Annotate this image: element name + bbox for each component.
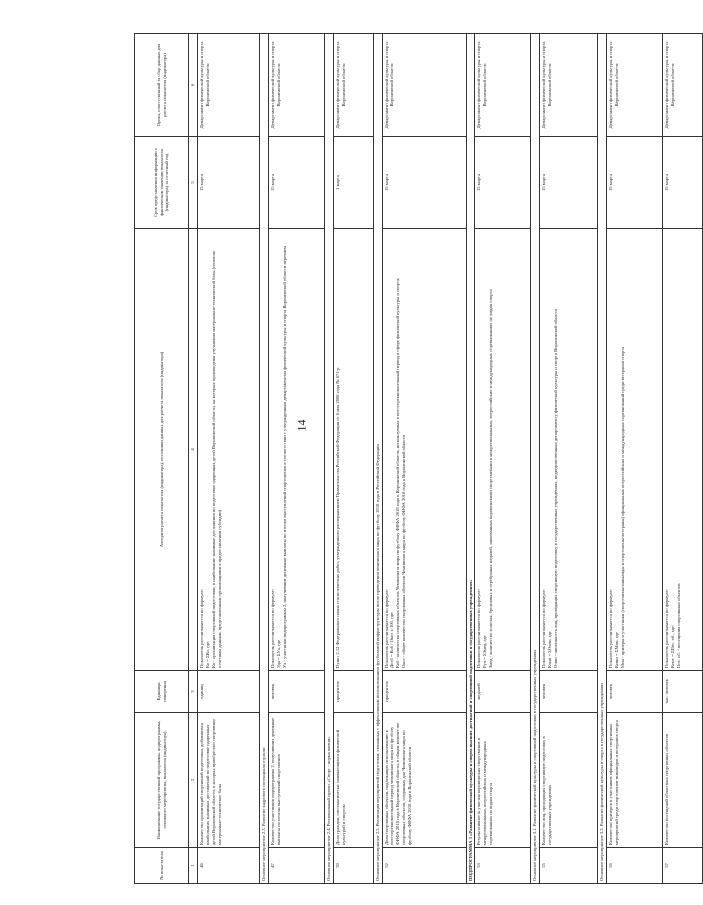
indicator-deadline: 15 марта bbox=[475, 137, 531, 229]
algorithm-line: Кчпп = ΣОчпп, где bbox=[547, 631, 553, 668]
section-title: Основное мероприятие 3.1. Развитие физической культуры и спортивной подготовки в государственных учреждениях bbox=[531, 34, 540, 884]
indicator-algorithm bbox=[540, 229, 598, 671]
indicator-unit: процентов bbox=[333, 671, 373, 713]
section-row bbox=[373, 34, 382, 884]
column-number: 5 bbox=[189, 137, 198, 229]
indicator-responsible-org: Департамент физической культуры и спорта Воронежской области bbox=[382, 34, 466, 137]
algorithm-line: Показатель рассчитывается по формуле: bbox=[664, 589, 670, 668]
algorithm-line: Змед - количество золотых, бронзовых и серебряных медалей, завоеванных воронежскими спортсменами в межрегиональных, всероссийских и международных соревнованиях по видам спорта bbox=[488, 289, 494, 668]
indicator-deadline: 15 марта bbox=[607, 137, 663, 229]
indicator-unit: медалей bbox=[475, 671, 531, 713]
section-title: Основное мероприятие 2.3. Развитие кадрового потенциала отрасли bbox=[259, 34, 268, 884]
page-number: 14 bbox=[294, 419, 309, 432]
algorithm-line: Окоэ - общее количество спортивных объектов Чемпионата мира по футболу ФИФА 2018 года в Воронежской области bbox=[401, 435, 407, 668]
indicator-unit: человек bbox=[268, 671, 324, 713]
indicator-name: Количество призеров и участников официальных спортивных мероприятий среди спортсменов-инвалидов и ветеранов спорта bbox=[607, 713, 663, 848]
indicator-name: Количество участников подпрограммы 2, получивших денежные выплаты по итогам выступлений спортсменов bbox=[268, 713, 324, 848]
indicator-number: 55 bbox=[540, 848, 598, 884]
table-header-row bbox=[135, 34, 189, 884]
section-title: Основное мероприятие 3.2. Развитие физической культуры и спорта в государственных учреждениях bbox=[598, 34, 607, 884]
table-body bbox=[197, 34, 702, 884]
subprogram-title: ПОДПРОГРАММА 3 «Развитие физической культуры и спорта высших достижений и спортивной подготовки в государственных учреждениях» bbox=[466, 34, 475, 884]
indicator-unit: человек bbox=[607, 671, 663, 713]
indicator-name: Количество посещений областных спортивных объектов bbox=[663, 713, 703, 848]
indicator-algorithm bbox=[607, 229, 663, 671]
indicator-name: Доля спортивных объектов, подлежащих использованию в постсоревновательный период чемпионата мира по футболу ФИФА 2018 года в Воронежской области, в общем количестве спортивных объектов, созданных для Чемпионата мира по футболу ФИФА 2018 года в Воронежской области bbox=[382, 713, 466, 848]
algorithm-line: Мпн - призеры и участники (спортсмены-инвалиды и спортсмены-ветераны) официальных всероссийских и международных соревнований среди ветеранов спорта bbox=[619, 346, 625, 668]
indicator-algorithm bbox=[382, 229, 466, 671]
algorithm-line: Пос. об. - посещения спортивных объектов bbox=[675, 583, 681, 668]
algorithm-line: Коб - количество спортивных объектов Чемпионата мира по футболу ФИФА 2018 года в Воронежской области, используемых в постсоревновательный период в сфере физической культуры и спорта; bbox=[395, 277, 401, 668]
indicator-deadline: 15 марта bbox=[663, 137, 703, 229]
indicator-number: 50 bbox=[333, 848, 373, 884]
section-row bbox=[259, 34, 268, 884]
algorithm-line: Показатель рассчитывается по формуле: bbox=[476, 589, 482, 668]
indicator-responsible-org: Департамент физической культуры и спорта Воронежской области bbox=[663, 34, 703, 137]
indicator-algorithm bbox=[268, 229, 324, 671]
table-row bbox=[268, 34, 324, 884]
algorithm-line: Очпп - численность лиц, проходящих спортивную подготовку в государственных учреждениях, подведомственных департаменту физической культуры и спорта Воронежской области bbox=[553, 309, 558, 668]
indicator-name: Доля граждан, систематически занимающихся физической культурой и спортом bbox=[333, 713, 373, 848]
indicator-algorithm bbox=[663, 229, 703, 671]
table-row bbox=[607, 34, 663, 884]
indicator-deadline: 15 марта bbox=[197, 137, 259, 229]
table-row bbox=[663, 34, 703, 884]
section-title: Основное мероприятие 2.4. Региональный проект «Спорт - норма жизни» bbox=[324, 34, 333, 884]
algorithm-line: Уа - участники подпрограммы 2, получившие денежные выплаты по итогам выступлений спортсменов в соответствии с утвержденным департаментом физической культуры и спорта Воронежской области перечнем bbox=[281, 246, 287, 668]
rotated-page-content bbox=[134, 34, 681, 884]
indicator-number: 52 bbox=[382, 848, 466, 884]
indicator-unit: человек bbox=[540, 671, 598, 713]
indicator-name: Количество организаций спортивной подготовки, добившихся наибольших значимых достижений по подготовке одаренных детей Воронежской области, в которых приобретено спортивное материально-техническое базы bbox=[197, 713, 259, 848]
indicator-responsible-org: Департамент физической культуры и спорта Воронежской области bbox=[197, 34, 259, 137]
section-row bbox=[598, 34, 607, 884]
column-number: 2 bbox=[189, 713, 198, 848]
indicator-algorithm bbox=[197, 229, 259, 671]
table-row bbox=[382, 34, 466, 884]
algorithm-line: Кпос = ΣПос. об., где: bbox=[670, 625, 675, 668]
indicator-algorithm bbox=[475, 229, 531, 671]
header-cell: Алгоритм расчета показателя (индикатора), источники данных для расчета показателя (индикатора) bbox=[135, 229, 189, 671]
table-row bbox=[333, 34, 373, 884]
indicator-responsible-org: Департамент физической культуры и спорта Воронежской области bbox=[607, 34, 663, 137]
table-row bbox=[197, 34, 259, 884]
section-row bbox=[324, 34, 333, 884]
indicator-name: Результативность участия воронежских спортсменов в межрегиональных, всероссийских и международных соревнованиях по видам спорта bbox=[475, 713, 531, 848]
indicator-number: 47 bbox=[268, 848, 324, 884]
table-row bbox=[540, 34, 598, 884]
indicator-unit: единиц bbox=[197, 671, 259, 713]
indicator-name: Количество лиц, проходящих спортивную подготовку в государственных учреждениях bbox=[540, 713, 598, 848]
algorithm-line: Уда = ΣУа, где bbox=[275, 639, 281, 668]
algorithm-line: Показатель рассчитывается по формуле: bbox=[269, 589, 275, 668]
column-number: 1 bbox=[189, 848, 198, 884]
algorithm-line: Пункт 2.12 Федерального плана статистических работ, утвержденного распоряжением Правительства Российской Федерации от 6 мая 2008 года № 671-р bbox=[334, 367, 340, 668]
header-cell: Срок представления информации о фактическом значении показателя (индикатора) за отчетный год bbox=[135, 137, 189, 229]
column-number: 6 bbox=[189, 34, 198, 137]
indicator-responsible-org: Департамент физической культуры и спорта Воронежской области bbox=[475, 34, 531, 137]
indicator-number: 46 bbox=[197, 848, 259, 884]
indicator-responsible-org: Департамент физической культуры и спорта Воронежской области bbox=[540, 34, 598, 137]
algorithm-line: Показатель рассчитывается по формуле: bbox=[383, 589, 389, 668]
indicator-deadline: 15 марта bbox=[540, 137, 598, 229]
algorithm-line: Доэб = Коб / Окоэ х 100, где: bbox=[389, 611, 395, 668]
indicator-unit: процентов bbox=[382, 671, 466, 713]
algorithm-line: Ко - организация спортивной подготовки, в наибольшие значимые достижения по подготовке одаренных детей Воронежской области, на которых произведены улучшения материально-технической базы (согласно отчетным данным, представленным организациями в предоставлении субсидии) bbox=[210, 250, 222, 668]
header-cell: Наименование государственной программы, подпрограммы, основного мероприятия, показателя (индикатора) bbox=[135, 713, 189, 848]
indicator-number: 56 bbox=[607, 848, 663, 884]
header-cell: Единицы измерения bbox=[135, 671, 189, 713]
indicator-deadline: 15 марта bbox=[382, 137, 466, 229]
indicator-unit: тыс. человек bbox=[663, 671, 703, 713]
subprogram-row bbox=[466, 34, 475, 884]
algorithm-line: Показатель рассчитывается по формуле: bbox=[541, 589, 547, 668]
indicator-number: 57 bbox=[663, 848, 703, 884]
indicator-algorithm bbox=[333, 229, 373, 671]
column-number: 3 bbox=[189, 671, 198, 713]
column-number-row bbox=[189, 34, 198, 884]
column-number: 4 bbox=[189, 229, 198, 671]
algorithm-line: Показатель рассчитывается по формуле: bbox=[198, 589, 204, 668]
algorithm-line: Ко = ΣКо, где: bbox=[204, 640, 210, 668]
table-row bbox=[475, 34, 531, 884]
indicator-responsible-org: Департамент физической культуры и спорта Воронежской области bbox=[333, 34, 373, 137]
section-title: Основное мероприятие 2.5. Реализация мероприятий подготовки, связанных с эффективным использованием футбольной инфраструктуры после проведения чемпионата мира по футболу 2018 года в Российской Федерации bbox=[373, 34, 382, 884]
header-cell: Орган, ответственный за сбор данных для расчета показателя (индикатора) bbox=[135, 34, 189, 137]
indicator-number: 53 bbox=[475, 848, 531, 884]
algorithm-line: Кпмн = ΣМпн, где bbox=[614, 632, 619, 668]
indicator-responsible-org: Департамент физической культуры и спорта Воронежской области bbox=[268, 34, 324, 137]
indicator-deadline: 1 марта bbox=[333, 137, 373, 229]
header-cell: № пока-зателя bbox=[135, 848, 189, 884]
indicator-deadline: 15 марта bbox=[268, 137, 324, 229]
indicators-table bbox=[134, 33, 703, 884]
algorithm-line: Показатель рассчитывается по формуле: bbox=[608, 589, 614, 668]
algorithm-line: Руч = ΣЗмед, где bbox=[482, 635, 488, 668]
section-row bbox=[531, 34, 540, 884]
